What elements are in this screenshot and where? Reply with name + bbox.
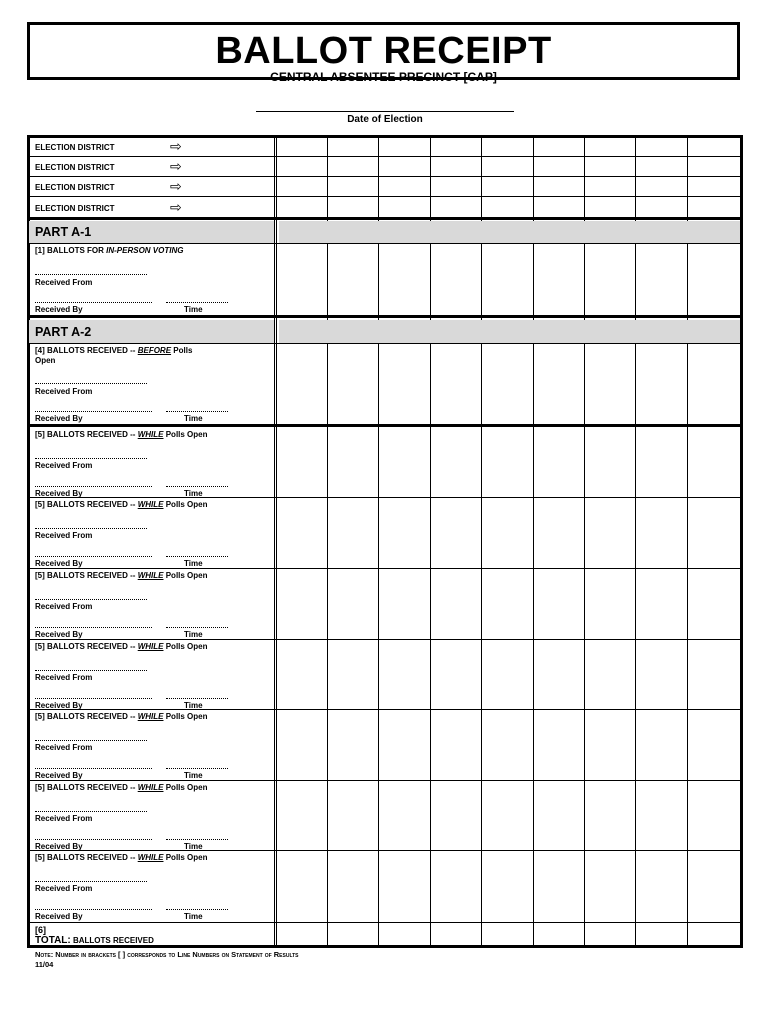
footer-note: Note: Number in brackets [ ] corresponds to Line Numbers on Statement of Results xyxy=(35,950,299,959)
while-polls-open-label xyxy=(35,853,208,862)
time-label: Time xyxy=(184,842,203,851)
while-polls-open-label xyxy=(35,642,208,651)
form-subtitle: CENTRAL ABSENTEE PRECINCT [CAP] xyxy=(270,70,497,84)
time-line[interactable] xyxy=(166,411,228,412)
received-by-line[interactable] xyxy=(35,486,152,487)
column-divider xyxy=(635,137,636,946)
divider xyxy=(29,922,740,923)
divider xyxy=(29,709,740,710)
total-label-rest: BALLOTS RECEIVED xyxy=(72,936,154,945)
line-emphasis: WHILE xyxy=(137,430,164,439)
line-number: [5] xyxy=(35,642,45,651)
line-number: [5] xyxy=(35,500,45,509)
line-text: BALLOTS RECEIVED -- xyxy=(47,712,136,721)
time-label: Time xyxy=(184,701,203,710)
part-a2-before-label-cont: Open xyxy=(35,356,56,365)
line-number: [5] xyxy=(35,783,45,792)
line-number: [5] xyxy=(35,430,45,439)
time-label: Time xyxy=(184,559,203,568)
time-line[interactable] xyxy=(166,627,228,628)
election-district-label-2: ELECTION DISTRICT xyxy=(35,163,115,172)
column-divider xyxy=(378,137,379,946)
time-line[interactable] xyxy=(166,698,228,699)
left-right-separator xyxy=(274,137,277,946)
part-a2-header-bg-right xyxy=(279,320,740,343)
line-emphasis: WHILE xyxy=(137,712,164,721)
title-box xyxy=(27,22,740,84)
received-from-line[interactable] xyxy=(35,740,147,741)
received-from-line[interactable] xyxy=(35,599,147,600)
received-by-label: Received By xyxy=(35,912,83,921)
time-line[interactable] xyxy=(166,768,228,769)
line-text-suffix: Polls Open xyxy=(165,500,208,509)
time-line[interactable] xyxy=(166,556,228,557)
right-arrow-icon: ⇨ xyxy=(170,158,182,174)
received-by-label: Received By xyxy=(35,630,83,639)
time-label: Time xyxy=(184,489,203,498)
line-text: BALLOTS RECEIVED -- xyxy=(47,571,136,580)
time-line[interactable] xyxy=(166,909,228,910)
total-label-main: TOTAL: xyxy=(35,935,71,946)
divider xyxy=(29,315,740,318)
received-by-line[interactable] xyxy=(35,768,152,769)
line-emphasis: WHILE xyxy=(137,571,164,580)
line-number: [5] xyxy=(35,853,45,862)
total-label xyxy=(35,935,154,946)
right-arrow-icon: ⇨ xyxy=(170,199,182,215)
line-text-suffix: Polls Open xyxy=(165,642,208,651)
divider xyxy=(29,568,740,569)
while-polls-open-label xyxy=(35,783,208,792)
divider xyxy=(29,424,740,427)
divider xyxy=(29,850,740,851)
total-line-number: [6] xyxy=(35,925,46,935)
received-from-line[interactable] xyxy=(35,811,147,812)
line-text: BALLOTS RECEIVED -- xyxy=(47,642,136,651)
received-from-label: Received From xyxy=(35,743,93,752)
divider xyxy=(29,497,740,498)
while-polls-open-label xyxy=(35,430,208,439)
received-from-label: Received From xyxy=(35,387,93,396)
line-emphasis: WHILE xyxy=(137,642,164,651)
received-from-label: Received From xyxy=(35,884,93,893)
revision-date: 11/04 xyxy=(35,960,54,969)
line-text: BALLOTS RECEIVED -- xyxy=(47,500,136,509)
divider xyxy=(29,780,740,781)
divider xyxy=(29,196,740,197)
received-from-label: Received From xyxy=(35,602,93,611)
divider xyxy=(29,156,740,157)
while-polls-open-label xyxy=(35,571,208,580)
received-by-line[interactable] xyxy=(35,302,152,303)
divider xyxy=(29,217,740,220)
received-by-label: Received By xyxy=(35,559,83,568)
line-text-italic: IN-PERSON VOTING xyxy=(106,246,184,255)
received-from-label: Received From xyxy=(35,814,93,823)
received-by-label: Received By xyxy=(35,414,83,423)
column-divider xyxy=(533,137,534,946)
line-emphasis: WHILE xyxy=(137,783,164,792)
line-text-suffix: Polls Open xyxy=(165,571,208,580)
while-polls-open-label xyxy=(35,500,208,509)
line-text-suffix: Polls xyxy=(173,346,193,355)
time-line[interactable] xyxy=(166,302,228,303)
part-a2-title: PART A-2 xyxy=(35,325,92,339)
divider xyxy=(29,343,740,344)
time-label: Time xyxy=(184,912,203,921)
part-a1-header-bg-right xyxy=(279,221,740,243)
column-divider xyxy=(430,137,431,946)
election-district-label-3: ELECTION DISTRICT xyxy=(35,183,115,192)
received-from-line[interactable] xyxy=(35,383,147,384)
received-by-line[interactable] xyxy=(35,627,152,628)
received-by-line[interactable] xyxy=(35,698,152,699)
line-text-suffix: Polls Open xyxy=(165,853,208,862)
received-from-line[interactable] xyxy=(35,458,147,459)
received-by-line[interactable] xyxy=(35,909,152,910)
line-text: BALLOTS RECEIVED -- xyxy=(47,430,136,439)
divider xyxy=(29,639,740,640)
date-of-election-label: Date of Election xyxy=(347,114,423,125)
received-by-label: Received By xyxy=(35,489,83,498)
column-divider xyxy=(327,137,328,946)
line-number: [5] xyxy=(35,571,45,580)
received-from-label: Received From xyxy=(35,673,93,682)
received-from-line[interactable] xyxy=(35,670,147,671)
column-divider xyxy=(584,137,585,946)
line-emphasis: WHILE xyxy=(137,500,164,509)
time-label: Time xyxy=(184,414,203,423)
time-label: Time xyxy=(184,630,203,639)
line-text: BALLOTS RECEIVED -- xyxy=(47,783,136,792)
time-line[interactable] xyxy=(166,486,228,487)
while-polls-open-label xyxy=(35,712,208,721)
column-divider xyxy=(687,137,688,946)
received-by-label: Received By xyxy=(35,842,83,851)
part-a2-before-label xyxy=(35,346,192,355)
time-label: Time xyxy=(184,305,203,314)
right-arrow-icon: ⇨ xyxy=(170,178,182,194)
divider xyxy=(29,176,740,177)
received-from-line[interactable] xyxy=(35,274,147,275)
line-text: BALLOTS FOR xyxy=(47,246,107,255)
received-by-line[interactable] xyxy=(35,556,152,557)
received-by-line[interactable] xyxy=(35,411,152,412)
line-text-suffix: Polls Open xyxy=(165,783,208,792)
line-number: [1] xyxy=(35,246,45,255)
line-text-suffix: Polls Open xyxy=(165,430,208,439)
part-a1-line-label xyxy=(35,246,183,255)
line-text: BALLOTS RECEIVED -- xyxy=(47,853,136,862)
date-of-election-line[interactable] xyxy=(256,111,514,112)
line-number: [4] xyxy=(35,346,45,355)
received-from-label: Received From xyxy=(35,278,93,287)
received-from-line[interactable] xyxy=(35,528,147,529)
divider xyxy=(29,243,740,244)
received-from-label: Received From xyxy=(35,461,93,470)
right-arrow-icon: ⇨ xyxy=(170,138,182,154)
election-district-label-1: ELECTION DISTRICT xyxy=(35,143,115,152)
column-divider xyxy=(481,137,482,946)
received-from-label: Received From xyxy=(35,531,93,540)
election-district-label-4: ELECTION DISTRICT xyxy=(35,204,115,213)
line-number: [5] xyxy=(35,712,45,721)
received-by-label: Received By xyxy=(35,701,83,710)
received-from-line[interactable] xyxy=(35,881,147,882)
received-by-label: Received By xyxy=(35,771,83,780)
form-title: BALLOT RECEIPT xyxy=(215,30,552,72)
time-label: Time xyxy=(184,771,203,780)
line-text: BALLOTS RECEIVED -- xyxy=(47,346,136,355)
line-emphasis: WHILE xyxy=(137,853,164,862)
part-a1-title: PART A-1 xyxy=(35,225,92,239)
line-emphasis: BEFORE xyxy=(137,346,172,355)
received-by-line[interactable] xyxy=(35,839,152,840)
received-by-label: Received By xyxy=(35,305,83,314)
line-text-suffix: Polls Open xyxy=(165,712,208,721)
time-line[interactable] xyxy=(166,839,228,840)
